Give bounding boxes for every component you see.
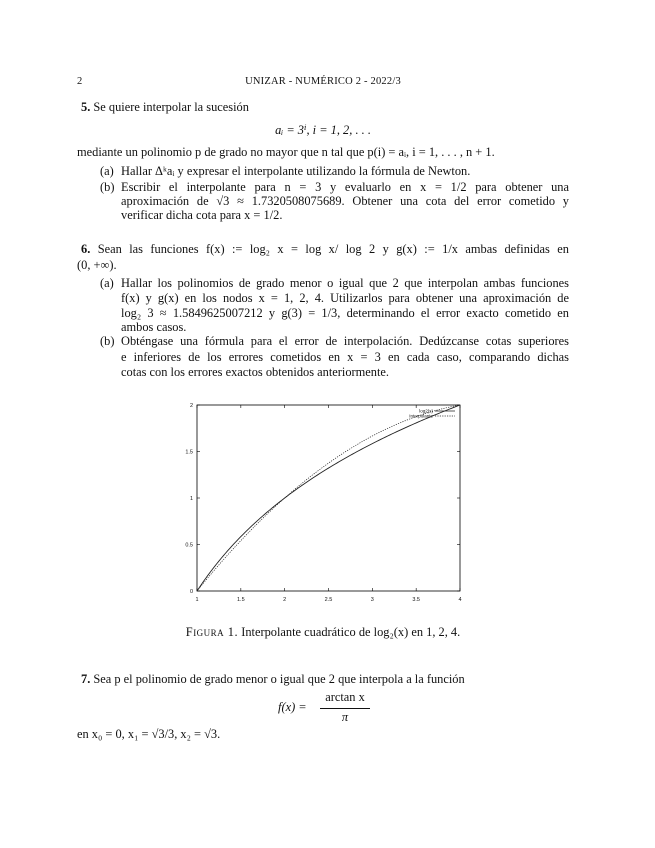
problem-5-item-b-label: (b) [100, 180, 115, 194]
y-tick-label: 1 [189, 496, 193, 502]
problem-7-nodes: en x₀ = 0, x₁ = √3/3, x₂ = √3. [77, 727, 221, 741]
legend-label: log2(x) [419, 408, 433, 414]
plot-frame [197, 405, 460, 591]
problem-5-item-a-label: (a) [100, 164, 114, 178]
problem-5-condition: mediante un polinomio p de grado no mayor que n tal que p(i) = aᵢ, i = 1, . . . , n + 1. [77, 145, 495, 159]
problem-5-intro [81, 99, 569, 116]
x-tick-label: 1 [195, 597, 199, 603]
x-tick-label: 3.5 [412, 597, 420, 603]
problem-6-intro-line: Sean las funciones f(x) := log₂ x = log x/ log 2 y g(x) := 1/x ambas definidas en [97, 242, 569, 256]
figure-caption-label: Figura 1. [185, 625, 239, 639]
y-tick-label: 0.5 [185, 542, 193, 549]
problem-6-item-b-line: e inferiores de los errores cometidos en x = 3 en cada caso, comparando dichas [121, 350, 569, 364]
page-number: 2 [77, 76, 83, 87]
series-line-log2 [197, 405, 460, 591]
problem-5-number: 5. [81, 100, 91, 114]
x-tick-label: 3 [370, 597, 374, 603]
problem-7-function [270, 688, 380, 728]
x-tick-label: 2 [283, 597, 287, 603]
problem-6-intro [81, 241, 569, 258]
y-tick-label: 2 [189, 403, 193, 409]
y-tick-label: 0 [189, 589, 193, 595]
legend-label: Interpolante [409, 413, 433, 419]
problem-6-item-b-line: cotas con los errores exactos obtenidos anteriormente. [121, 365, 390, 379]
problem-6-intro-line: (0, +∞). [77, 258, 117, 272]
problem-7-function-denominator: π [341, 710, 349, 724]
problem-7-function-lhs: f(x) = [278, 700, 307, 714]
series-line-interpolante [197, 405, 460, 591]
problem-5-item-b-line: Escribir el interpolante para n = 3 y evaluarlo en x = 1/2 para obtener una [121, 180, 569, 194]
problem-6-item-a-label: (a) [100, 276, 114, 290]
x-tick-label: 2.5 [324, 597, 333, 603]
problem-5-formula: aᵢ = 3ⁱ, i = 1, 2, . . . [275, 123, 371, 137]
x-tick-label: 1.5 [237, 597, 245, 603]
problem-6-item-a-line: Hallar los polinomios de grado menor o igual que 2 que interpolan ambas funciones [121, 276, 569, 290]
problem-5-item-a-line: Hallar Δᵏaᵢ y expresar el interpolante utilizando la fórmula de Newton. [121, 164, 471, 178]
problem-5-item-b-line: verificar dicha cota para x = 1/2. [121, 208, 283, 222]
problem-6-item-a-line: f(x) y g(x) en los nodos x = 1, 2, 4. Utilizarlos para obtener una aproximación de [121, 291, 569, 305]
interpolation-chart [150, 398, 490, 608]
problem-5-intro-text: Se quiere interpolar la sucesión [93, 100, 249, 114]
problem-6-number: 6. [81, 242, 91, 256]
y-tick-label: 1.5 [185, 449, 193, 456]
header-title: UNIZAR - NUMÉRICO 2 - 2022/3 [245, 76, 401, 87]
x-tick-label: 4 [458, 597, 462, 603]
problem-6-item-a-line: log₂ 3 ≈ 1.5849625007212 y g(3) = 1/3, determinando el error exacto cometido en [121, 306, 569, 320]
figure-caption [77, 624, 569, 641]
problem-6-item-a-line: ambos casos. [121, 320, 187, 334]
problem-6-item-b-label: (b) [100, 334, 115, 348]
problem-7-intro-text: Sea p el polinomio de grado menor o igual que 2 que interpola a la función [93, 672, 465, 686]
figure-caption-text: Interpolante cuadrático de log₂(x) en 1, 2, 4. [241, 625, 461, 639]
problem-7-intro [81, 671, 569, 688]
problem-7-function-numerator: arctan x [325, 690, 365, 704]
fraction-bar [320, 708, 370, 709]
problem-7-number: 7. [81, 672, 91, 686]
problem-6-item-b-line: Obténgase una fórmula para el error de interpolación. Dedúzcanse cotas superiores [121, 334, 569, 348]
problem-5-item-b-line: aproximación de √3 ≈ 1.7320508075689. Obtener una cota del error cometido y [121, 194, 569, 208]
